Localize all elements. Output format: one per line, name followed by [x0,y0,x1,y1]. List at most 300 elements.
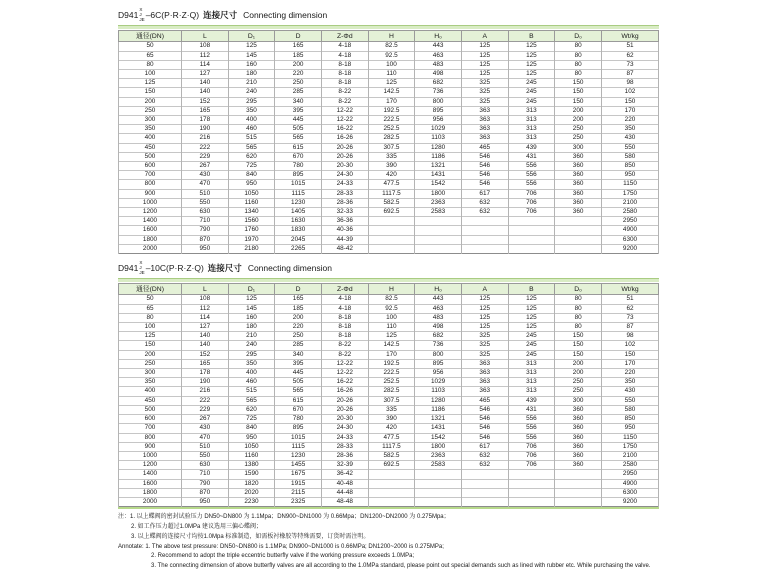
variant-j: J [139,264,142,270]
table-cell: 706 [508,208,555,217]
table-cell: 125 [119,79,182,88]
table-cell: 463 [415,51,462,60]
table-cell: 350 [228,106,275,115]
table-cell: 850 [602,162,659,171]
table-cell: 9200 [602,497,659,506]
variant-x: X [139,260,143,266]
table-cell: 360 [555,415,602,424]
table-cell: 895 [415,359,462,368]
table-cell: 498 [415,70,462,79]
table-cell [368,488,415,497]
table-cell: 12-22 [321,106,368,115]
table-cell: 125 [228,42,275,51]
table-cell: 550 [182,451,229,460]
table-cell [368,217,415,226]
column-header: D₁ [228,284,275,295]
table-cell: 313 [508,106,555,115]
table-cell: 710 [182,217,229,226]
table-cell: 80 [555,60,602,69]
table-row [119,295,659,304]
table-cell: 1015 [275,433,322,442]
table-cell: 395 [275,359,322,368]
table-cell: 565 [228,396,275,405]
table-cell: 850 [602,415,659,424]
table-cell: 363 [461,387,508,396]
table-cell: 100 [368,313,415,322]
table-cell: 12-22 [321,369,368,378]
table-cell: 450 [119,143,182,152]
model-variant-stack [139,261,144,275]
table-cell: 420 [368,171,415,180]
table-cell: 325 [461,332,508,341]
table-cell: 80 [555,313,602,322]
table-cell: 546 [461,162,508,171]
table-cell: 250 [555,125,602,134]
table-cell: 300 [119,116,182,125]
table-cell: 360 [555,405,602,414]
table-cell: 2180 [228,244,275,253]
table-cell: 200 [275,60,322,69]
table-cell: 307.5 [368,396,415,405]
footnotes [118,513,659,572]
table-cell: 152 [182,97,229,106]
table-cell: 1160 [228,198,275,207]
table-cell: 505 [275,125,322,134]
table-cell: 725 [228,415,275,424]
table-cell: 8-18 [321,60,368,69]
table-cell: 110 [368,70,415,79]
table-cell: 80 [555,295,602,304]
table-cell: 87 [602,70,659,79]
table-cell: 1103 [415,134,462,143]
table-cell: 80 [555,323,602,332]
table-cell: 16-22 [321,378,368,387]
table-cell: 150 [555,341,602,350]
variant-je: JE [139,16,145,22]
table-cell: 192.5 [368,359,415,368]
table-cell: 780 [275,162,322,171]
table-cell: 1160 [228,451,275,460]
title-cn: 连接尺寸 [207,262,242,273]
table-cell: 150 [555,332,602,341]
table-cell: 32-39 [321,461,368,470]
table-cell: 250 [119,359,182,368]
table-cell: 6300 [602,235,659,244]
model-prefix: D941 [118,262,139,273]
table-row [119,415,659,424]
table-cell: 580 [602,152,659,161]
table-cell: 400 [119,134,182,143]
table-row [119,369,659,378]
table-cell [508,497,555,506]
table-cell: 170 [368,350,415,359]
table-cell [415,244,462,253]
table-cell: 632 [461,451,508,460]
table-cell: 98 [602,79,659,88]
table-row [119,470,659,479]
table-cell: 2325 [275,497,322,506]
column-header: L [182,31,229,42]
table-cell: 2363 [415,451,462,460]
table-cell: 240 [228,341,275,350]
table-top-accent-bar [118,25,659,29]
table-cell: 483 [415,313,462,322]
table-cell: 150 [119,341,182,350]
table-row [119,88,659,97]
table-cell: 150 [602,97,659,106]
table-cell: 185 [275,51,322,60]
table-cell: 360 [555,424,602,433]
table-cell [555,479,602,488]
table-cell: 48-48 [321,497,368,506]
table-cell: 125 [508,60,555,69]
table-cell: 80 [555,304,602,313]
table-row [119,70,659,79]
table-row [119,42,659,51]
table-cell: 150 [555,97,602,106]
table-cell: 1970 [228,235,275,244]
table-cell [368,226,415,235]
table-cell: 706 [508,461,555,470]
table-cell: 360 [555,162,602,171]
table-cell [415,217,462,226]
table-cell: 430 [182,424,229,433]
table-cell: 950 [228,180,275,189]
table-cell [461,479,508,488]
table-cell: 150 [555,88,602,97]
table-cell: 145 [228,51,275,60]
table-cell: 340 [275,97,322,106]
table-row [119,488,659,497]
table-top-accent-bar [118,278,659,282]
table-cell: 200 [555,359,602,368]
table-cell: 125 [461,60,508,69]
table-row [119,106,659,115]
table-cell: 125 [461,51,508,60]
table-cell: 363 [461,106,508,115]
table-cell: 250 [555,387,602,396]
table-cell: 28-33 [321,189,368,198]
table-cell: 470 [182,180,229,189]
table-row [119,116,659,125]
table-cell: 50 [119,42,182,51]
table-cell: 460 [228,378,275,387]
table-cell: 546 [461,180,508,189]
table-cell [508,470,555,479]
table-cell: 150 [602,350,659,359]
table-cell: 110 [368,323,415,332]
column-header: H₀ [415,31,462,42]
table-cell: 267 [182,162,229,171]
table-row [119,378,659,387]
table-cell: 4-18 [321,304,368,313]
table-cell: 20-26 [321,396,368,405]
table-cell: 210 [228,79,275,88]
table-cell: 125 [461,304,508,313]
section-6c [118,8,659,254]
table-cell: 617 [461,442,508,451]
note-en-2: 2. Recommend to adopt the triple eccentric butterfly valve if the working pressure exceeds 1.0MPa; [151,553,415,560]
note-zh-1: 注：1. 以上蝶阀的密封试验压力 DN50~DN800 为 1.1Mpa；DN900~DN1000 为 0.66Mpa；DN1200~DN2000 为 0.275Mpa； [118,514,450,521]
table-row [119,162,659,171]
table-cell: 200 [275,313,322,322]
variant-je: JE [139,269,145,275]
table-cell: 335 [368,405,415,414]
table-row [119,180,659,189]
table-cell: 170 [602,106,659,115]
table-cell: 546 [461,415,508,424]
table-cell: 950 [602,171,659,180]
table-cell: 565 [275,134,322,143]
table-cell [555,217,602,226]
table-cell [555,488,602,497]
table-cell: 140 [182,88,229,97]
table-cell: 9200 [602,244,659,253]
table-cell [508,217,555,226]
table-row [119,313,659,322]
table-row [119,479,659,488]
table-cell: 546 [461,424,508,433]
table-cell: 956 [415,369,462,378]
table-body [119,295,659,507]
table-cell: 180 [228,323,275,332]
table-cell: 245 [508,79,555,88]
table-row [119,60,659,69]
table-row [119,461,659,470]
table-cell: 439 [508,143,555,152]
table-cell: 1800 [119,488,182,497]
table-cell: 190 [182,125,229,134]
table-header-row [119,284,659,295]
table-cell: 108 [182,42,229,51]
note-zh-3: 3. 以上蝶阀的连接尺寸均按1.0Mpa 标准制造，如需板衬橡胶等特殊需要，订货时需注明。 [131,533,370,540]
table-cell: 36-42 [321,470,368,479]
section-title-6c [118,8,659,22]
table-cell: 360 [555,189,602,198]
table-cell: 2000 [119,497,182,506]
table-cell: 460 [228,125,275,134]
table-cell: 295 [228,350,275,359]
table-cell: 1560 [228,217,275,226]
table-cell: 706 [508,198,555,207]
table-cell: 8-18 [321,79,368,88]
table-cell: 360 [555,171,602,180]
table-cell [555,235,602,244]
table-cell: 498 [415,323,462,332]
table-cell: 216 [182,387,229,396]
column-header: H₀ [415,284,462,295]
table-cell: 800 [119,433,182,442]
table-cell: 313 [508,125,555,134]
note-zh-2: 2. 如工作压力超过1.0MPa 建议选用三偏心蝶阀； [131,523,263,530]
table-cell: 180 [228,70,275,79]
table-cell: 28-36 [321,198,368,207]
table-cell [508,244,555,253]
table-cell: 24-33 [321,433,368,442]
table-cell [368,235,415,244]
table-cell: 360 [555,152,602,161]
table-cell: 145 [228,304,275,313]
table-cell: 2950 [602,217,659,226]
table-cell: 700 [119,171,182,180]
table-cell: 2230 [228,497,275,506]
table-cell: 102 [602,341,659,350]
table-cell: 1800 [415,189,462,198]
table-cell: 1050 [228,442,275,451]
table-cell: 556 [508,433,555,442]
table-cell: 200 [119,350,182,359]
table-cell [555,244,602,253]
table-cell: 307.5 [368,143,415,152]
table-cell: 580 [602,405,659,414]
table-cell: 245 [508,341,555,350]
table-cell: 870 [182,235,229,244]
table-cell: 950 [228,433,275,442]
table-cell: 400 [228,369,275,378]
table-bottom-accent-bar [118,507,659,509]
table-row [119,235,659,244]
table-cell: 706 [508,451,555,460]
table-cell: 62 [602,304,659,313]
table-cell: 112 [182,304,229,313]
table-cell: 4-18 [321,42,368,51]
column-header: Wt/kg [602,31,659,42]
table-cell: 313 [508,378,555,387]
table-cell: 36-36 [321,217,368,226]
table-cell: 1340 [228,208,275,217]
table-row [119,125,659,134]
table-cell: 360 [555,433,602,442]
table-cell: 450 [119,396,182,405]
column-header: 通径(DN) [119,284,182,295]
table-cell: 200 [555,116,602,125]
table-cell: 185 [275,304,322,313]
table-body [119,42,659,254]
table-cell: 1230 [275,451,322,460]
table-cell: 8-18 [321,323,368,332]
table-cell: 114 [182,313,229,322]
section-10c [118,261,659,509]
table-cell: 82.5 [368,295,415,304]
table-cell: 152 [182,350,229,359]
variant-x: X [139,7,143,12]
table-cell: 431 [508,405,555,414]
table-cell: 363 [461,125,508,134]
table-cell: 1150 [602,180,659,189]
table-row [119,208,659,217]
table-cell: 325 [461,341,508,350]
table-cell: 1186 [415,405,462,414]
table-cell: 395 [275,106,322,115]
column-header: D [275,31,322,42]
table-cell: 20-26 [321,405,368,414]
table-cell: 98 [602,332,659,341]
table-cell: 617 [461,189,508,198]
table-cell: 165 [182,106,229,115]
table-cell: 125 [119,332,182,341]
table-cell: 670 [275,152,322,161]
table-cell [508,226,555,235]
table-cell: 550 [602,396,659,405]
table-cell: 350 [228,359,275,368]
table-cell: 1280 [415,396,462,405]
table-cell: 125 [461,42,508,51]
table-cell: 125 [508,42,555,51]
table-cell: 630 [182,208,229,217]
table-row [119,217,659,226]
table-cell: 706 [508,189,555,198]
table-cell [461,244,508,253]
dimension-table-10c [118,283,659,507]
table-cell: 2580 [602,461,659,470]
note-en-3: 3. The connecting dimension of above butterfly valves are all according to the 1.0MPa standard, please point out special demands such as lined with rubber etc. While purchasing the valve. [151,563,651,570]
table-cell: 125 [508,304,555,313]
table-cell: 470 [182,433,229,442]
table-cell: 229 [182,152,229,161]
table-cell: 160 [228,60,275,69]
catalog-page [118,6,659,572]
column-header: D₀ [555,284,602,295]
table-cell: 682 [415,332,462,341]
table-cell [415,488,462,497]
column-header: A [461,31,508,42]
table-cell: 150 [555,79,602,88]
table-cell: 870 [182,488,229,497]
table-cell: 24-30 [321,424,368,433]
table-cell: 1186 [415,152,462,161]
table-cell: 1115 [275,189,322,198]
table-cell: 140 [182,79,229,88]
table-cell: 8-22 [321,88,368,97]
table-cell: 102 [602,88,659,97]
table-cell [415,497,462,506]
table-cell: 245 [508,97,555,106]
table-cell: 1455 [275,461,322,470]
table-cell: 1542 [415,433,462,442]
table-cell [368,470,415,479]
table-cell: 390 [368,415,415,424]
table-row [119,304,659,313]
table-cell: 200 [119,97,182,106]
table-cell: 350 [602,125,659,134]
table-cell: 2000 [119,244,182,253]
table-cell: 420 [368,424,415,433]
table-cell: 1321 [415,162,462,171]
table-cell: 300 [119,369,182,378]
table-header-row [119,31,659,42]
table-cell: 220 [602,116,659,125]
column-header: Wt/kg [602,284,659,295]
table-cell: 632 [461,208,508,217]
model-suffix: –10C(P·R·Z·Q) [145,262,204,273]
column-header: D₁ [228,31,275,42]
column-header: D₀ [555,31,602,42]
table-cell: 477.5 [368,433,415,442]
table-cell: 65 [119,304,182,313]
table-cell: 44-48 [321,488,368,497]
table-cell: 32-33 [321,208,368,217]
table-cell: 51 [602,42,659,51]
table-cell: 430 [602,134,659,143]
table-cell: 1380 [228,461,275,470]
table-row [119,51,659,60]
table-cell: 222.5 [368,116,415,125]
table-cell: 546 [461,405,508,414]
table-cell: 477.5 [368,180,415,189]
table-cell: 1820 [228,479,275,488]
table-cell: 1050 [228,189,275,198]
table-cell: 125 [461,313,508,322]
